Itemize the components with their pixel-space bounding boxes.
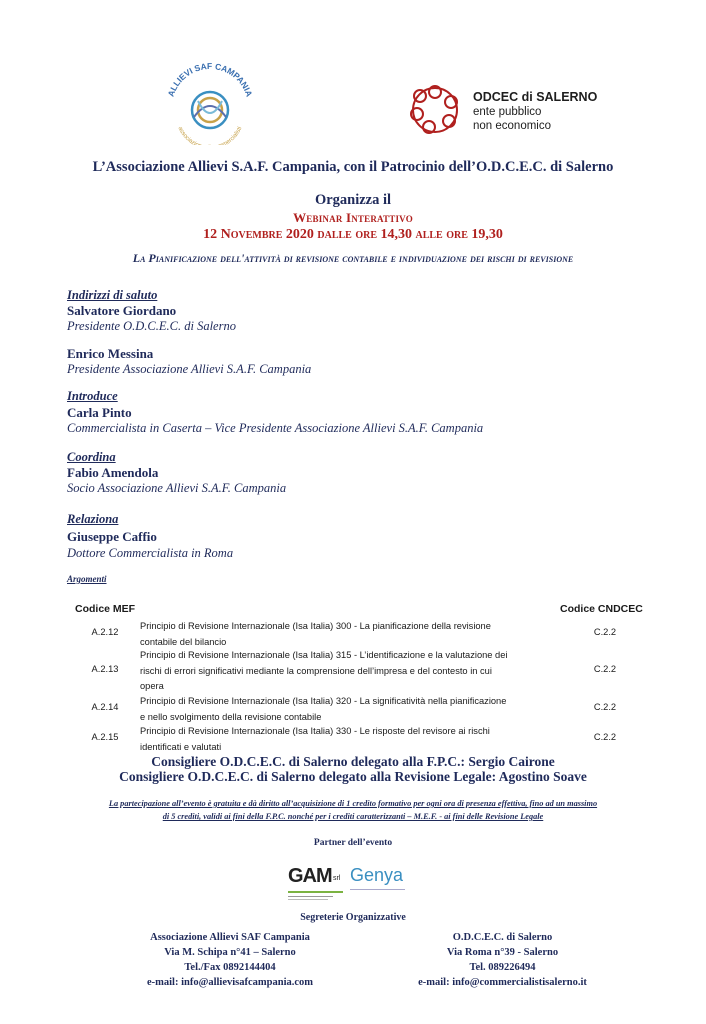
odcec-logo-line3: non economico (473, 120, 551, 132)
logo-left-top-text: ALLIEVI SAF CAMPANIA (165, 60, 255, 98)
col-header-mef: Codice MEF (75, 603, 136, 615)
speaker-name: Fabio Amendola (67, 465, 159, 480)
cndcec-code: C.2.2 (593, 732, 617, 742)
odcec-logo-line2: ente pubblico (473, 106, 542, 118)
speaker-name: Giuseppe Caffio (67, 529, 157, 544)
mef-code: A.2.15 (91, 732, 119, 742)
event-date: 12 Novembre 2020 dalle ore 14,30 alle ore 19,30 (203, 227, 503, 242)
cndcec-code: C.2.2 (593, 664, 617, 674)
partner-label: Partner dell’evento (313, 838, 393, 848)
consigliere-fpc: Consigliere O.D.C.E.C. di Salerno delegato alla F.P.C.: Sergio Cairone (151, 754, 555, 769)
segreteria-saf: Associazione Allievi SAF Campania Via M. Schipa n°41 – Salerno Tel./Fax 0892144404 e-mail: info@allievisafcampania.com (146, 932, 314, 988)
speaker-role: Presidente O.D.C.E.C. di Salerno (67, 319, 236, 333)
mef-code: A.2.14 (91, 702, 119, 712)
gam-logo-suffix: srl (333, 875, 341, 882)
odcec-logo (405, 80, 605, 140)
logo-left-bottom-text: associazi mercialisti (176, 125, 244, 145)
odcec-emblem-icon (405, 80, 465, 140)
speaker-role: Commercialista in Caserta – Vice Presidente Associazione Allievi S.A.F. Campania (67, 421, 484, 435)
mef-code: A.2.12 (91, 627, 119, 637)
gam-logo-fineprint (288, 896, 333, 897)
speaker-role: Presidente Associazione Allievi S.A.F. Campania (67, 362, 312, 376)
speaker-name: Salvatore Giordano (67, 303, 177, 318)
gam-logo-fineprint (288, 899, 328, 900)
row-description: Principio di Revisione Internazionale (Isa Italia) 315 - L’identificazione e la valutazione dei rischi di errori significativi mediante la comprensione dell’impresa e del contesto in cui opera (140, 650, 508, 691)
cndcec-code: C.2.2 (593, 702, 617, 712)
credits-note-line1: La partecipazione all’evento è gratuita e dà diritto all’acquisizione di 1 credito formativo per ogni ora di presenza effettiva, fino ad un massimo (108, 799, 598, 808)
consigliere-revisione: Consigliere O.D.C.E.C. di Salerno delegato alla Revisione Legale: Agostino Soave (119, 769, 587, 784)
cndcec-code: C.2.2 (593, 627, 617, 637)
organizza-label: Organizza il (314, 192, 392, 208)
row-description: Principio di Revisione Internazionale (Isa Italia) 330 - Le risposte del revisore ai rischi identificati e valutati (140, 726, 490, 752)
genya-logo-tagline (350, 889, 405, 890)
odcec-logo-line1: ODCEC di SALERNO (473, 90, 598, 104)
row-description: Principio di Revisione Internazionale (Isa Italia) 300 - La pianificazione della revisione contabile del bilancio (140, 621, 491, 647)
argomenti-label: Argomenti (67, 574, 107, 584)
section-heading-coordina: Coordina (67, 450, 116, 464)
section-heading-saluto: Indirizzi di saluto (67, 288, 158, 302)
segreterie-label: Segreterie Organizzative (300, 912, 406, 923)
gam-logo: GAM (288, 865, 332, 887)
partner-logos (288, 865, 418, 905)
event-title: L’Associazione Allievi S.A.F. Campania, con il Patrocinio dell’O.D.C.E.C. di Salerno (92, 159, 614, 175)
allievi-saf-logo (150, 55, 270, 145)
speaker-name: Carla Pinto (67, 405, 132, 420)
speaker-role: Dottore Commercialista in Roma (67, 546, 234, 560)
genya-logo: Genya (350, 865, 404, 885)
credits-note-line2: di 5 crediti, validi ai fini della F.P.C. nonché per i crediti caratterizzanti – M.E.F. - ai fini delle Revisione Legale (162, 812, 544, 821)
mef-code: A.2.13 (91, 664, 119, 674)
row-description: Principio di Revisione Internazionale (Isa Italia) 320 - La significatività nella pianificazione e nello svolgimento della revisione contabile (140, 696, 507, 722)
speaker-role: Socio Associazione Allievi S.A.F. Campania (67, 481, 287, 495)
webinar-label: Webinar Interattivo (293, 210, 413, 225)
section-heading-relaziona: Relaziona (67, 512, 119, 526)
segreteria-odcec: O.D.C.E.C. di Salerno Via Roma n°39 - Salerno Tel. 089226494 e-mail: info@commercialistisalerno.it (418, 932, 587, 988)
gam-logo-bar (288, 891, 343, 893)
section-heading-introduce: Introduce (67, 389, 118, 403)
speaker-name: Enrico Messina (67, 346, 154, 361)
col-header-cndcec: Codice CNDCEC (560, 603, 643, 615)
event-topic: La Pianificazione dell'attività di revisione contabile e individuazione dei rischi di revisione (132, 251, 574, 265)
